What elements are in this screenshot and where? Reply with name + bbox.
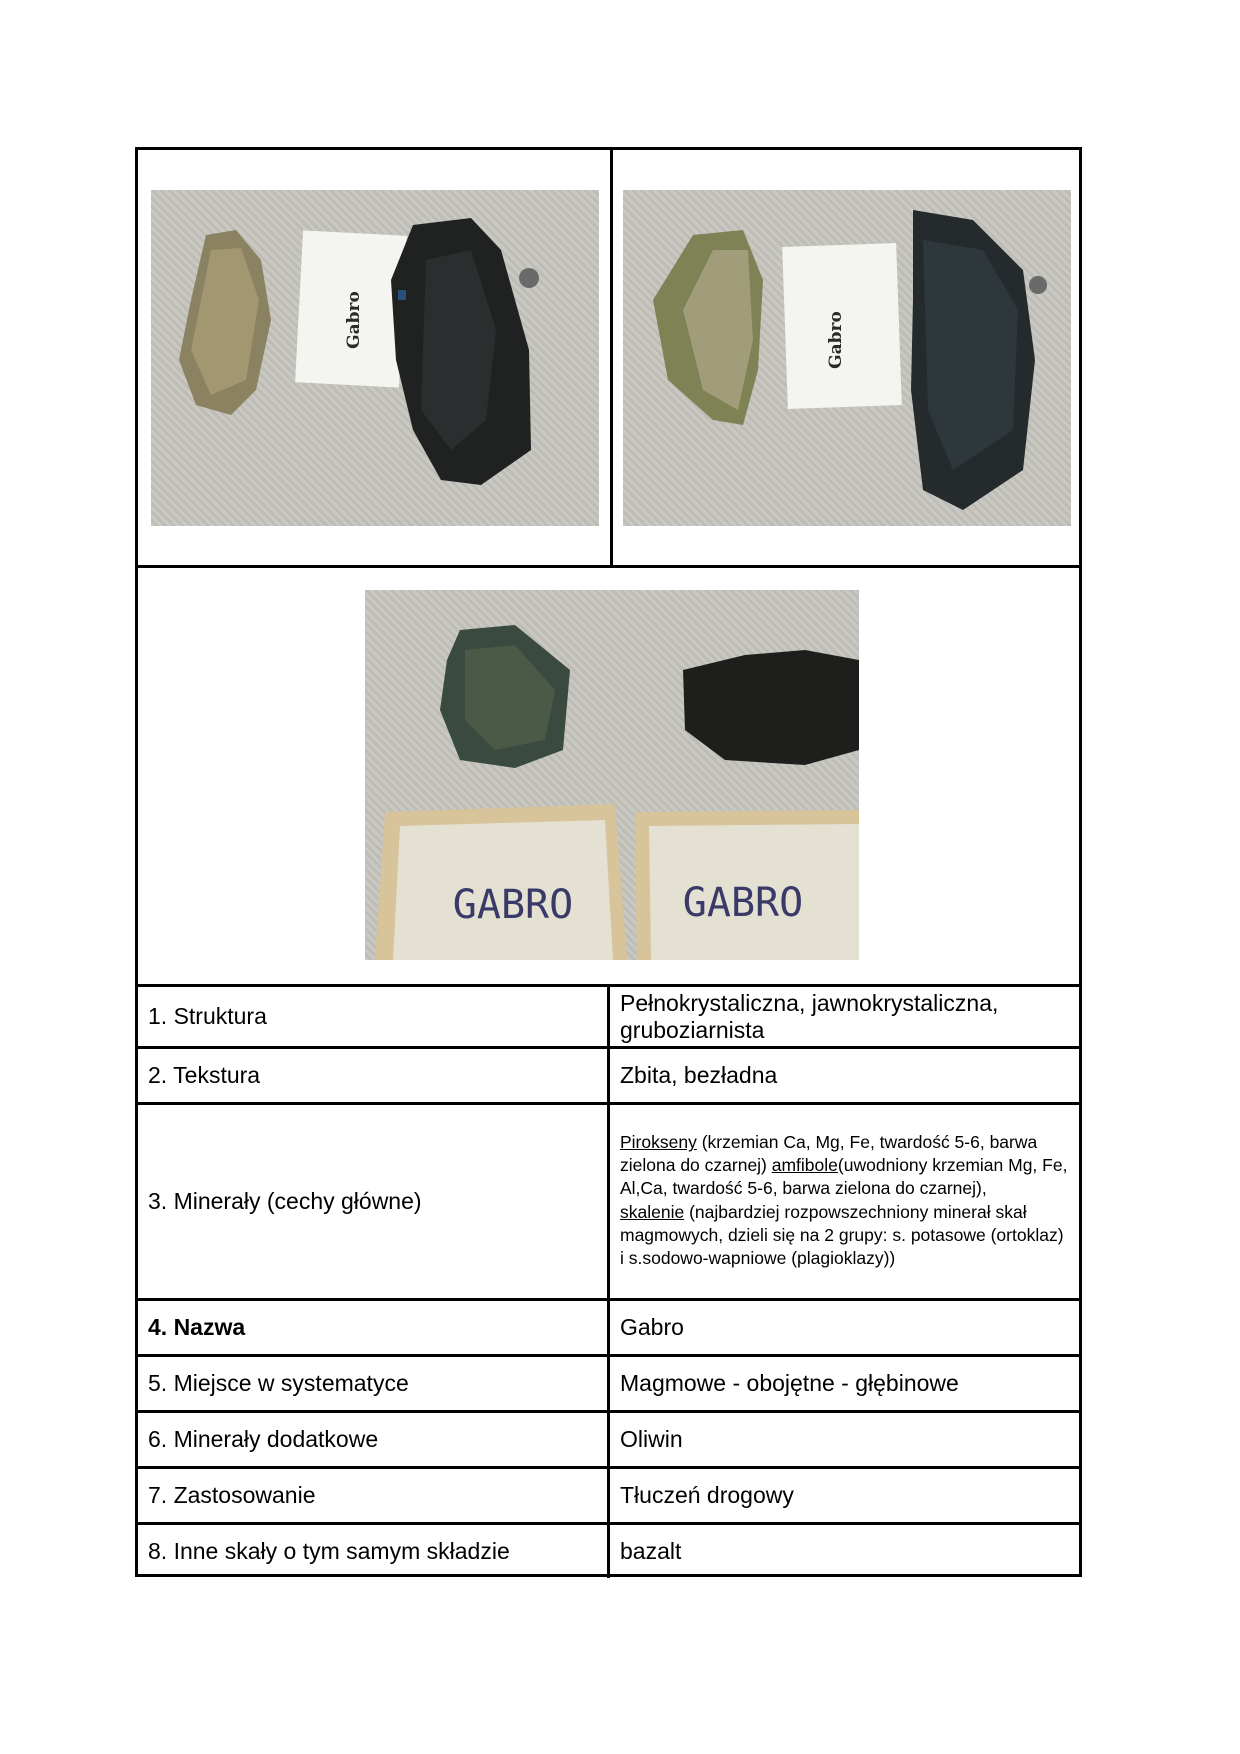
photo-gabro-samples-1 [151, 190, 599, 526]
row-value: bazalt [620, 1538, 682, 1565]
row-value: Tłuczeń drogowy [620, 1482, 794, 1509]
row-label: 1. Struktura [138, 987, 610, 1046]
photo-divider [610, 150, 613, 565]
properties-table [138, 984, 1079, 1578]
row-label: 5. Miejsce w systematyce [138, 1357, 610, 1410]
photo-card-label: Gabro [344, 291, 364, 349]
photo-gabro-samples-2-image [623, 190, 1071, 526]
box-label-1: GABRO [452, 882, 574, 928]
row-label: 2. Tekstura [138, 1049, 610, 1102]
row-value: Zbita, bezładna [620, 1062, 778, 1089]
table-row [138, 1354, 1079, 1410]
row-label: 3. Minerały (cechy główne) [138, 1105, 610, 1298]
box-label-2: GABRO [682, 880, 804, 926]
photo-card-label: Gabro [826, 311, 846, 369]
table-row [138, 1102, 1079, 1298]
table-row [138, 1410, 1079, 1466]
photo-gabro-samples-1-image [151, 190, 599, 526]
table-row [138, 1522, 1079, 1578]
mineral-term-amfibole: amfibole [771, 1155, 838, 1176]
row-label: 4. Nazwa [138, 1301, 610, 1354]
mineral-text-skalenie: (najbardziej rozpowszechniony minerał skał magmowych, dzieli się na 2 grupy: s. potasowe (ortoklaz) i s.sodowo-wapniowe (plagioklazy)) [620, 1201, 1064, 1268]
row-label: 7. Zastosowanie [138, 1469, 610, 1522]
photo-gabro-boxes [365, 590, 859, 960]
row-value-minerals [610, 1105, 1079, 1298]
table-row [138, 1046, 1079, 1102]
row-value: Magmowe - obojętne - głębinowe [620, 1370, 959, 1397]
mineral-text-pirokseny: (krzemian Ca, Mg, Fe, twardość 5-6, barwa zielona do czarnej) [620, 1132, 1038, 1176]
row-value: Pełnokrystaliczna, jawnokrystaliczna, gruboziarnista [620, 990, 999, 1043]
photo-gabro-boxes-image [365, 590, 859, 960]
row-value: Gabro [620, 1314, 684, 1341]
row-value: Oliwin [620, 1426, 683, 1453]
photo-gabro-samples-2 [623, 190, 1071, 526]
mineral-term-skalenie: skalenie [620, 1201, 685, 1222]
mineral-text-amfibole: (uwodniony krzemian Mg, Fe, Al,Ca, twardość 5-6, barwa zielona do czarnej), [620, 1155, 1068, 1199]
rock-description-table [135, 147, 1082, 1577]
table-row [138, 1298, 1079, 1354]
table-row [138, 1466, 1079, 1522]
photo-row [138, 150, 1079, 568]
row-label: 6. Minerały dodatkowe [138, 1413, 610, 1466]
mineral-term-pirokseny: Pirokseny [620, 1132, 697, 1153]
row-label: 8. Inne skały o tym samym składzie [138, 1525, 610, 1578]
table-row [138, 984, 1079, 1046]
